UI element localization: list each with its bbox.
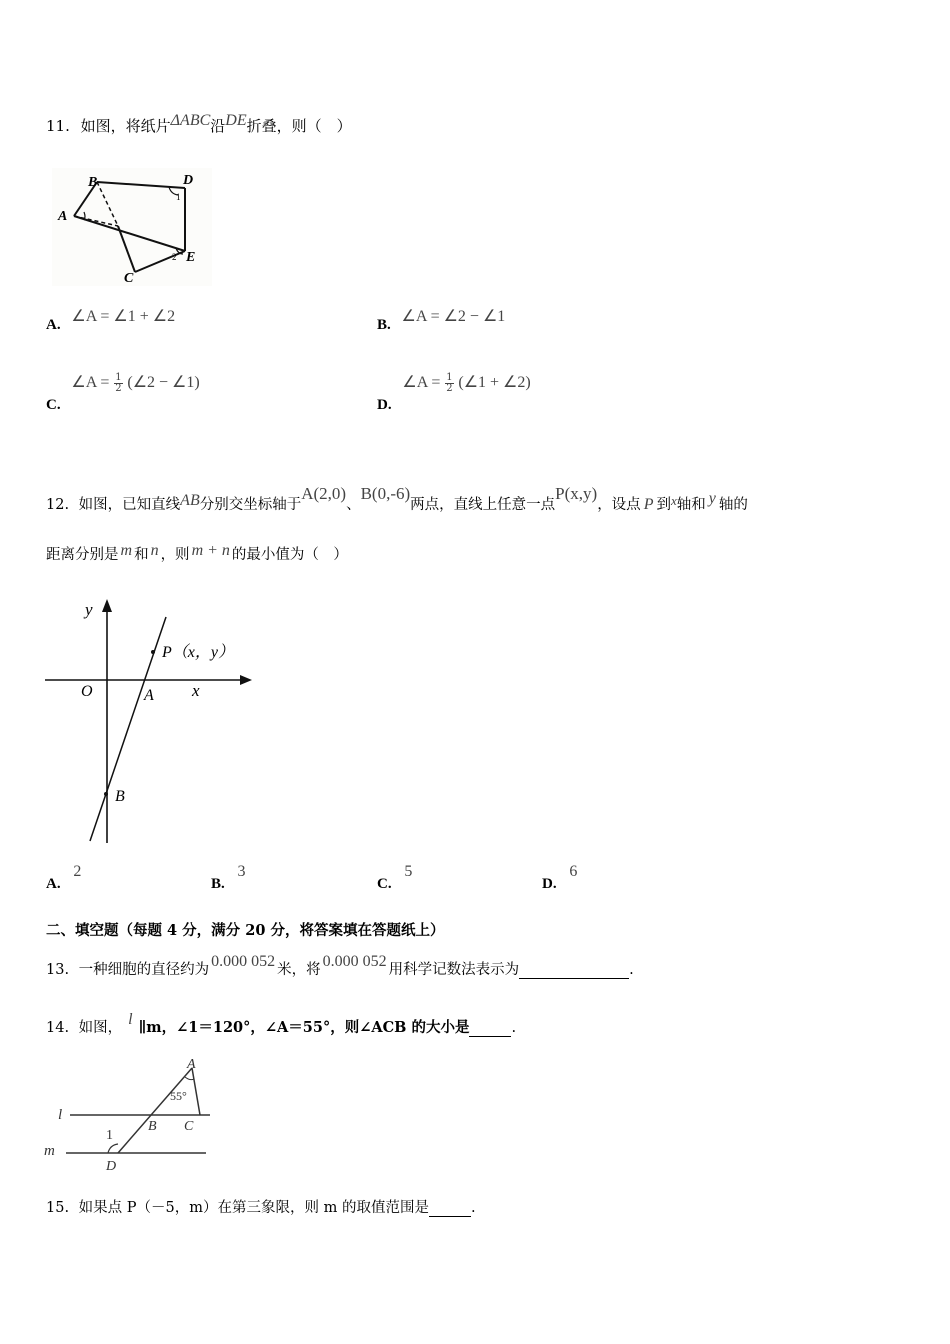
q14-label-m: m (44, 1143, 55, 1159)
q14-label-1: 1 (106, 1128, 113, 1143)
q11-option-d-num: 1 (446, 371, 453, 383)
q14-angle-a-arc (185, 1077, 194, 1080)
q14-seg-ac (192, 1068, 200, 1115)
q14-stem (46, 1011, 517, 1037)
q13-end: . (629, 962, 634, 978)
q13-value-1: 0.000 052 (211, 953, 276, 970)
q12-label-b: B (115, 788, 125, 805)
q12-option-b[interactable] (211, 862, 246, 892)
q14-text-b: ∥m，∠1＝120°，∠A＝55°，则∠ACB 的大小是 (138, 1019, 470, 1036)
q12-option-d-value: 6 (569, 863, 578, 880)
q14-number: 14. (46, 1020, 70, 1036)
q11-stem (46, 112, 352, 136)
q11-option-c-label: C. (46, 397, 61, 413)
q11-figure (52, 168, 212, 286)
q11-text-b: 沿 (210, 117, 226, 135)
q11-option-a-formula: ∠A = ∠1 + ∠2 (71, 308, 176, 325)
q12-text-a: 如图，已知直线 (78, 497, 181, 513)
q12-math-n: n (150, 542, 159, 559)
q12-option-d-label: D. (542, 876, 557, 892)
q11-option-b[interactable] (377, 308, 506, 333)
q12-math-y: y (708, 490, 716, 507)
q12-text-f: 到 (656, 497, 671, 513)
q12-text-g: 轴和 (676, 497, 706, 513)
q14-answer-blank[interactable] (469, 1020, 511, 1037)
q12-label-y: y (85, 600, 93, 619)
q12-option-c-label: C. (377, 876, 392, 892)
q11-option-d-label: D. (377, 397, 392, 413)
q12-label-x: x (192, 681, 200, 700)
q11-option-c-fraction (114, 373, 122, 394)
q12-line2-c: ，则 (160, 547, 190, 563)
q12-option-d[interactable] (542, 862, 578, 892)
q11-number: 11. (46, 117, 70, 135)
q12-line-ab (90, 617, 166, 841)
q11-label-angle2: 2 (172, 252, 177, 262)
q11-math-de: DE (225, 112, 247, 129)
q11-option-c-post: (∠2 − ∠1) (127, 374, 200, 391)
q13-value-2: 0.000 052 (322, 953, 387, 970)
q11-option-a[interactable] (46, 308, 176, 333)
q11-label-c: C (124, 271, 134, 286)
q14-label-55: 55° (170, 1089, 187, 1103)
q14-label-b: B (148, 1119, 157, 1134)
q15-stem (46, 1196, 476, 1217)
q14-label-l: l (58, 1107, 63, 1123)
q12-text-e: ，设点 (597, 497, 641, 513)
q12-point-b (104, 792, 108, 796)
q11-option-a-label: A. (46, 317, 61, 333)
q12-number: 12. (46, 497, 70, 513)
q13-text-c: 用科学记数法表示为 (388, 962, 520, 978)
q11-option-d-fraction (445, 373, 453, 394)
q12-option-a-value: 2 (73, 863, 82, 880)
section2-title: 二、填空题（每题 4 分，满分 20 分，将答案填在答题纸上） (46, 922, 445, 939)
q15-text: 如果点 P（－5，m）在第三象限，则 m 的取值范围是 (78, 1200, 429, 1216)
q11-math-triangle: ΔABC (170, 112, 211, 129)
q12-math-a: A(2,0) (301, 484, 347, 503)
q11-option-b-label: B. (377, 317, 391, 333)
q12-stem-line2 (46, 543, 348, 564)
q12-math-ab: AB (180, 492, 200, 509)
q11-option-c-pre: ∠A = (71, 374, 110, 391)
q11-label-b: B (88, 175, 98, 190)
q11-option-d[interactable] (377, 371, 531, 413)
q11-text-a: 如图，将纸片 (80, 117, 171, 135)
q12-option-b-label: B. (211, 876, 225, 892)
q14-figure (40, 1052, 220, 1177)
q14-label-d: D (106, 1159, 117, 1174)
q13-text-a: 一种细胞的直径约为 (78, 962, 210, 978)
q12-math-x: x (670, 493, 677, 508)
q12-figure (40, 595, 260, 850)
q11-option-c-den: 2 (115, 382, 122, 394)
q14-angle-1-arc (108, 1144, 118, 1153)
q11-option-b-formula: ∠A = ∠2 − ∠1 (401, 308, 506, 325)
q11-option-d-den: 2 (446, 382, 453, 394)
q12-line2-d: 的最小值为（ ） (231, 547, 348, 563)
q12-line2-a: 距离分别是 (46, 547, 119, 563)
q12-stem-line1 (46, 484, 748, 514)
q15-number: 15. (46, 1200, 70, 1216)
q12-point-p (151, 650, 155, 654)
q12-text-b: 分别交坐标轴于 (199, 497, 302, 513)
q12-option-c[interactable] (377, 862, 413, 892)
q12-x-arrow (240, 675, 252, 685)
q12-option-b-value: 3 (237, 863, 246, 880)
q14-text-a: 如图， (78, 1020, 123, 1036)
q12-text-h: 轴的 (718, 497, 748, 513)
q14-label-a: A (187, 1057, 196, 1072)
q12-y-arrow (102, 599, 112, 612)
q12-option-a[interactable] (46, 862, 82, 892)
q11-label-a: A (58, 209, 68, 224)
q11-option-d-pre: ∠A = (402, 374, 441, 391)
q12-line2-b: 和 (134, 547, 149, 563)
q12-math-mn: m + n (191, 542, 230, 559)
q11-option-c[interactable] (46, 371, 200, 413)
q12-option-a-label: A. (46, 876, 61, 892)
q13-text-b: 米，将 (277, 962, 321, 978)
q12-text-d: 两点，直线上任意一点 (410, 497, 556, 513)
q14-end: . (511, 1020, 517, 1036)
q12-math-m: m (120, 542, 133, 559)
q11-label-d: D (183, 173, 194, 188)
q13-number: 13. (46, 962, 70, 978)
q11-label-angle1: 1 (176, 192, 181, 202)
q12-label-p: P（x，y） (162, 644, 234, 661)
q12-option-c-value: 5 (404, 863, 413, 880)
q14-math-l: l (128, 1011, 133, 1028)
q12-math-p2: P (643, 496, 654, 513)
q14-label-c: C (184, 1119, 194, 1134)
q15-answer-blank[interactable] (429, 1200, 471, 1217)
q11-label-e: E (186, 250, 196, 265)
q14-seg-da (118, 1068, 192, 1153)
q11-option-c-num: 1 (115, 371, 122, 383)
q12-label-a: A (144, 687, 154, 704)
q11-text-c: 折叠，则（ ） (246, 117, 352, 135)
q13-answer-blank[interactable] (519, 962, 629, 979)
q12-math-b: B(0,-6) (360, 484, 411, 503)
q12-math-p: P(x,y) (555, 484, 598, 503)
q12-label-o: O (81, 683, 93, 700)
q13-stem (46, 953, 634, 979)
q15-end: . (470, 1200, 476, 1216)
q11-option-d-post: (∠1 + ∠2) (458, 374, 531, 391)
q12-text-c: 、 (346, 497, 361, 513)
